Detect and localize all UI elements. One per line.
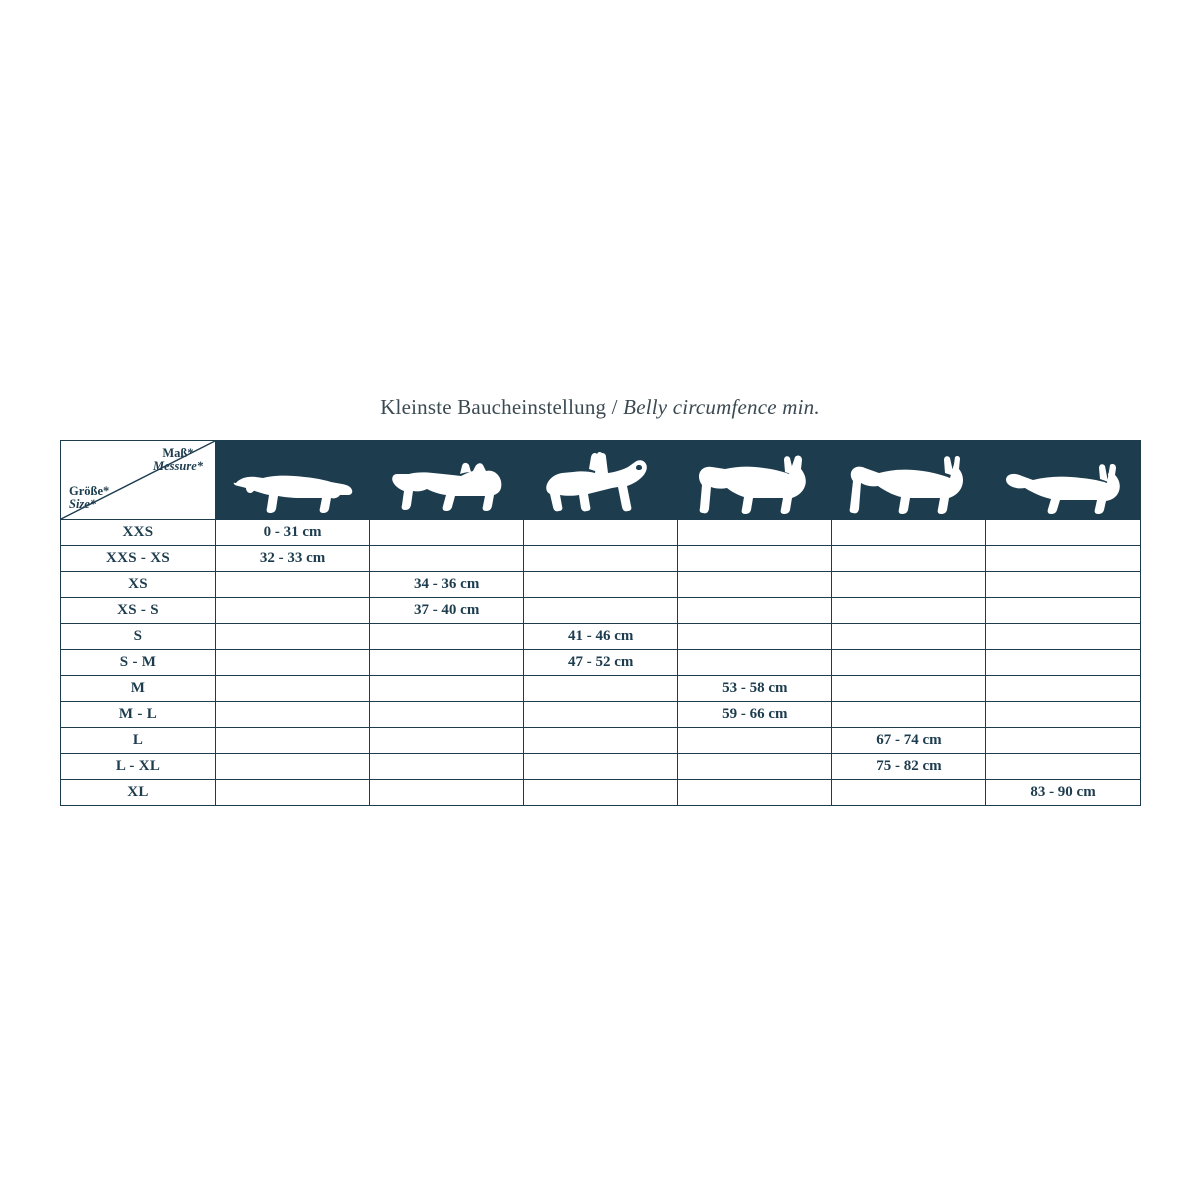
empty-cell [216, 624, 370, 650]
empty-cell [524, 546, 678, 572]
chart-title [60, 395, 1140, 420]
empty-cell [216, 702, 370, 728]
header-size-label [69, 485, 109, 511]
empty-cell [370, 728, 524, 754]
empty-cell [524, 598, 678, 624]
header-measure-en: Messure* [152, 459, 203, 474]
empty-cell [986, 598, 1140, 624]
header-dog-french-bulldog [370, 441, 524, 520]
table-row [61, 520, 1141, 546]
table-row [61, 624, 1141, 650]
header-dog-shepherd [832, 441, 986, 520]
table-row [61, 728, 1141, 754]
empty-cell [370, 676, 524, 702]
header-corner-cell [61, 441, 216, 520]
empty-cell [678, 572, 832, 598]
great-dane-dog-icon [1000, 463, 1126, 515]
table-row [61, 702, 1141, 728]
chart-title-de: Kleinste Baucheinstellung / [380, 395, 618, 419]
empty-cell [370, 702, 524, 728]
header-measure-de: Maß* [162, 446, 194, 460]
header-size-de: Größe* [69, 483, 110, 498]
empty-cell [370, 754, 524, 780]
size-label-cell: XS [61, 572, 216, 598]
empty-cell [216, 650, 370, 676]
size-label-cell: M [61, 676, 216, 702]
size-chart [60, 395, 1140, 806]
empty-cell [524, 728, 678, 754]
size-label-cell: XXS [61, 520, 216, 546]
header-dog-terrier [678, 441, 832, 520]
size-label-cell: XXS - XS [61, 546, 216, 572]
empty-cell [986, 572, 1140, 598]
empty-cell [370, 546, 524, 572]
empty-cell [524, 754, 678, 780]
empty-cell [832, 676, 986, 702]
header-measure-label [153, 447, 203, 473]
empty-cell [832, 520, 986, 546]
terrier-dog-icon [695, 453, 815, 515]
empty-cell [986, 676, 1140, 702]
value-cell: 32 - 33 cm [216, 546, 370, 572]
empty-cell [524, 520, 678, 546]
value-cell: 53 - 58 cm [678, 676, 832, 702]
empty-cell [678, 728, 832, 754]
empty-cell [986, 624, 1140, 650]
size-label-cell: L - XL [61, 754, 216, 780]
empty-cell [370, 520, 524, 546]
empty-cell [832, 572, 986, 598]
table-row [61, 546, 1141, 572]
value-cell: 59 - 66 cm [678, 702, 832, 728]
header-size-en: Size* [69, 496, 97, 511]
empty-cell [986, 754, 1140, 780]
value-cell: 47 - 52 cm [524, 650, 678, 676]
value-cell: 83 - 90 cm [986, 780, 1140, 806]
value-cell: 75 - 82 cm [832, 754, 986, 780]
empty-cell [370, 624, 524, 650]
size-label-cell: M - L [61, 702, 216, 728]
empty-cell [678, 624, 832, 650]
empty-cell [524, 780, 678, 806]
empty-cell [832, 780, 986, 806]
empty-cell [216, 598, 370, 624]
dachshund-dog-icon [230, 467, 356, 515]
size-label-cell: XS - S [61, 598, 216, 624]
size-table [60, 440, 1141, 806]
size-label-cell: L [61, 728, 216, 754]
value-cell: 34 - 36 cm [370, 572, 524, 598]
header-dog-great-dane [986, 441, 1140, 520]
empty-cell [370, 780, 524, 806]
empty-cell [678, 598, 832, 624]
empty-cell [678, 650, 832, 676]
size-label-cell: S - M [61, 650, 216, 676]
empty-cell [216, 754, 370, 780]
header-dog-dachshund [216, 441, 370, 520]
size-label-cell: S [61, 624, 216, 650]
header-dog-beagle [524, 441, 678, 520]
table-row [61, 780, 1141, 806]
empty-cell [524, 702, 678, 728]
shepherd-dog-icon [847, 455, 971, 515]
value-cell: 67 - 74 cm [832, 728, 986, 754]
table-row [61, 754, 1141, 780]
empty-cell [986, 702, 1140, 728]
table-row [61, 676, 1141, 702]
empty-cell [832, 598, 986, 624]
chart-title-en: Belly circumfence min. [623, 395, 820, 419]
table-header-row [61, 441, 1141, 520]
empty-cell [524, 676, 678, 702]
value-cell: 37 - 40 cm [370, 598, 524, 624]
french-bulldog-dog-icon [389, 461, 505, 515]
table-row [61, 598, 1141, 624]
empty-cell [986, 546, 1140, 572]
empty-cell [986, 728, 1140, 754]
table-row [61, 650, 1141, 676]
empty-cell [832, 650, 986, 676]
empty-cell [216, 676, 370, 702]
empty-cell [678, 546, 832, 572]
empty-cell [216, 780, 370, 806]
table-row [61, 572, 1141, 598]
empty-cell [678, 780, 832, 806]
empty-cell [370, 650, 524, 676]
beagle-dog-icon [540, 451, 662, 515]
empty-cell [832, 546, 986, 572]
empty-cell [216, 728, 370, 754]
value-cell: 41 - 46 cm [524, 624, 678, 650]
empty-cell [832, 702, 986, 728]
empty-cell [986, 650, 1140, 676]
value-cell: 0 - 31 cm [216, 520, 370, 546]
empty-cell [216, 572, 370, 598]
size-label-cell: XL [61, 780, 216, 806]
empty-cell [524, 572, 678, 598]
empty-cell [678, 754, 832, 780]
empty-cell [832, 624, 986, 650]
empty-cell [678, 520, 832, 546]
empty-cell [986, 520, 1140, 546]
